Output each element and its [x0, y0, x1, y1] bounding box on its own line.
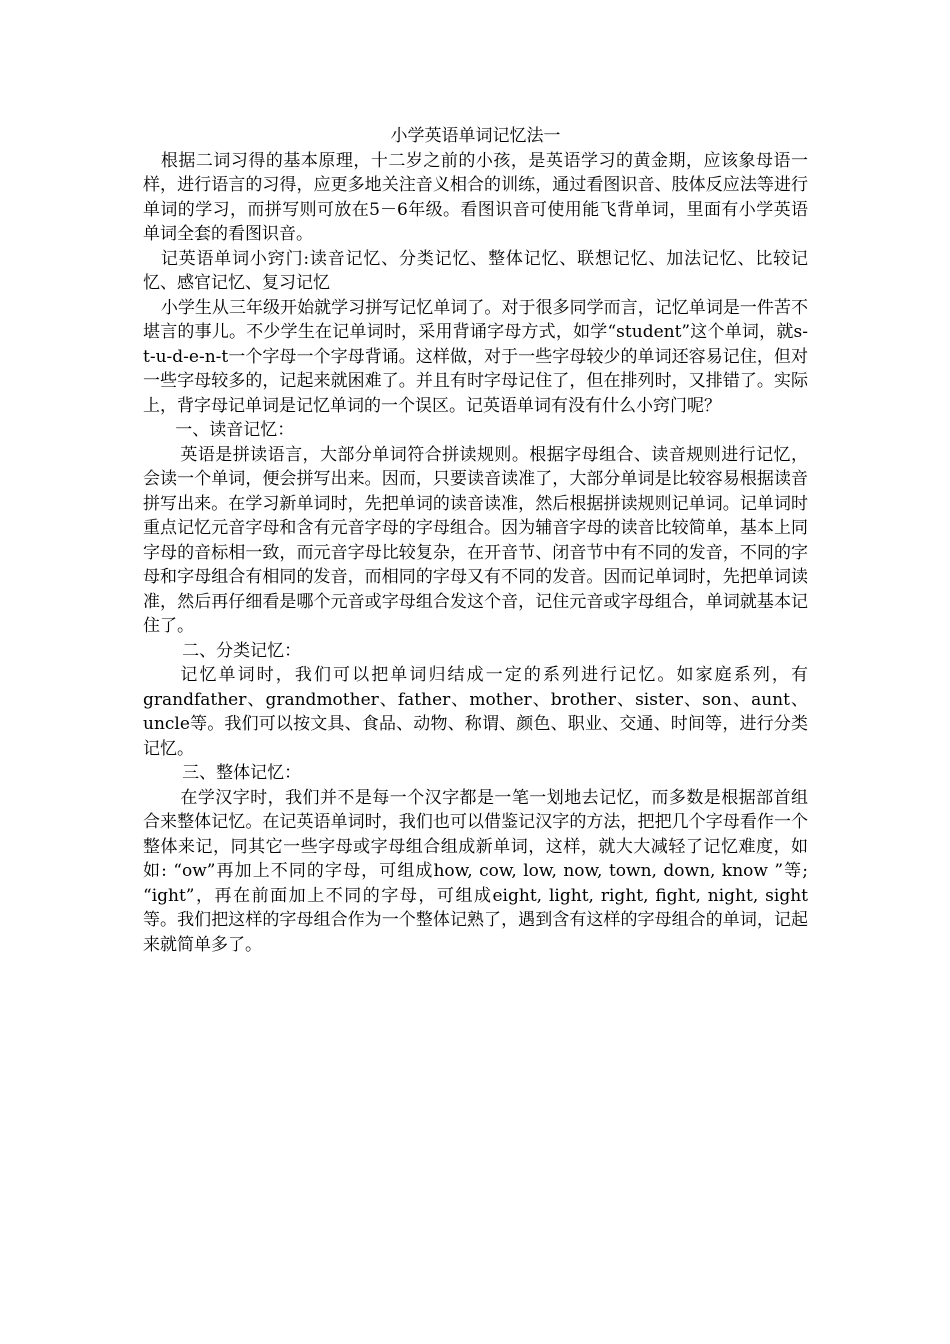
problem-paragraph: 小学生从三年级开始就学习拼写记忆单词了。对于很多同学而言，记忆单词是一件苦不堪言的事儿。不少学生在记单词时，采用背诵字母方式，如学“student”这个单词，就s-t-u-d-e-n-t一个字母一个字母背诵。这样做，对于一些字母较少的单词还容易记住，但对一些字母较多的，记起来就困难了。并且有时字母记住了，但在排列时，又排错了。实际上，背字母记单词是记忆单词的一个误区。记英语单词有没有什么小窍门呢？: [143, 297, 808, 416]
section-body-pronunciation: 英语是拼读语言，大部分单词符合拼读规则。根据字母组合、读音规则进行记忆，会读一个单词，便会拼写出来。因而，只要读音读准了，大部分单词是比较容易根据读音拼写出来。在学习新单词时，先把单词的读音读准，然后根据拼读规则记单词。记单词时重点记忆元音字母和含有元音字母的字母组合。因为辅音字母的读音比较简单，基本上同字母的音标相一致，而元音字母比较复杂，在开音节、闭音节中有不同的发音，不同的字母和字母组合有相同的发音，而相同的字母又有不同的发音。因而记单词时，先把单词读准，然后再仔细看是哪个元音或字母组合发这个音，记住元音或字母组合，单词就基本记住了。: [143, 444, 808, 636]
tips-paragraph: 记英语单词小窍门:读音记忆、分类记忆、整体记忆、联想记忆、加法记忆、比较记忆、感官记忆、复习记忆: [143, 248, 808, 293]
section-heading-pronunciation: 一、读音记忆：: [175, 420, 295, 440]
section-heading-whole: 三、整体记忆：: [182, 763, 302, 783]
section-body-whole: 在学汉字时，我们并不是每一个汉字都是一笔一划地去记忆，而多数是根据部首组合来整体记忆。在记英语单词时，我们也可以借鉴记汉字的方法，把把几个字母看作一个整体来记，同其它一些字母或字母组合组成新单词，这样，就大大减轻了记忆难度，如如: “ow”再加上不同的字母，可组成how, cow, low, now, town, down, know ”等; “ight”，再在前面加上不同的字母，可组成eight, light, right, fight, night, sight等。我们把这样的字母组合作为一个整体记熟了，遇到含有这样的字母组合的单词，记起来就简单多了。: [143, 787, 808, 955]
document-page: [143, 124, 808, 957]
section-heading-category: 二、分类记忆：: [182, 640, 302, 661]
intro-paragraph: 根据二词习得的基本原理，十二岁之前的小孩，是英语学习的黄金期，应该象母语一样，进行语言的习得，应更多地关注音义相合的训练，通过看图识音、肢体反应法等进行单词的学习，而拼写则可放在5－6年级。看图识音可使用能飞背单词，里面有小学英语单词全套的看图识音。: [143, 150, 808, 244]
document-title: 小学英语单词记忆法一: [390, 126, 561, 146]
section-body-category: 记忆单词时，我们可以把单词归结成一定的系列进行记忆。如家庭系列，有grandfather、grandmother、father、mother、brother、sister、son、aunt、uncle等。我们可以按文具、食品、动物、称谓、颜色、职业、交通、时间等，进行分类记忆。: [143, 665, 808, 759]
